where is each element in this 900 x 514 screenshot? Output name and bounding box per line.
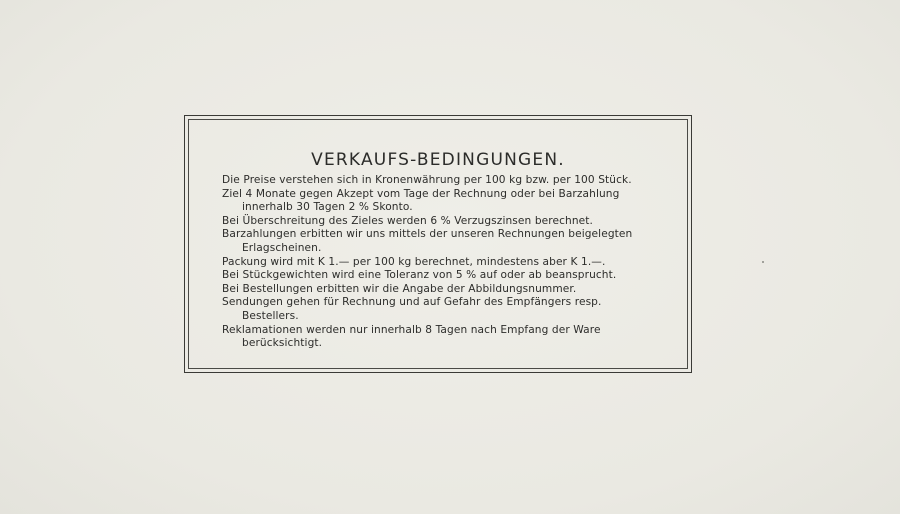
condition-text: Barzahlungen erbitten wir uns mittels der unseren Rechnungen beigelegten <box>222 228 633 241</box>
condition-item <box>222 256 662 270</box>
condition-item <box>222 228 662 255</box>
condition-item <box>222 215 662 229</box>
page-title: VERKAUFS-BEDINGUNGEN. <box>311 150 565 170</box>
condition-text: Packung wird mit K 1.— per 100 kg berechnet, mindestens aber K 1.—. <box>222 255 606 268</box>
condition-text: Bei Stückgewichten wird eine Toleranz von 5 % auf oder ab beansprucht. <box>222 269 617 282</box>
condition-item <box>222 188 662 215</box>
condition-item <box>222 324 662 351</box>
condition-continuation: innerhalb 30 Tagen 2 % Skonto. <box>242 201 413 214</box>
condition-text: Bei Bestellungen erbitten wir die Angabe der Abbildungsnummer. <box>222 282 577 295</box>
document-frame-inner-border <box>188 119 688 369</box>
document-frame <box>184 115 692 373</box>
conditions-list <box>222 174 662 351</box>
condition-text: Reklamationen werden nur innerhalb 8 Tagen nach Empfang der Ware <box>222 323 601 336</box>
paper-speck <box>762 261 764 263</box>
condition-item <box>222 174 662 188</box>
condition-item <box>222 269 662 283</box>
condition-text: Die Preise verstehen sich in Kronenwährung per 100 kg bzw. per 100 Stück. <box>222 174 632 186</box>
condition-item <box>222 283 662 297</box>
condition-text: Ziel 4 Monate gegen Akzept vom Tage der Rechnung oder bei Barzahlung <box>222 187 620 200</box>
condition-item <box>222 296 662 323</box>
condition-continuation: Erlagscheinen. <box>242 241 322 254</box>
condition-continuation: Bestellers. <box>242 309 299 322</box>
condition-text: Sendungen gehen für Rechnung und auf Gefahr des Empfängers resp. <box>222 296 602 309</box>
condition-text: Bei Überschreitung des Zieles werden 6 % Verzugszinsen berechnet. <box>222 214 594 227</box>
condition-continuation: berücksichtigt. <box>242 337 323 350</box>
